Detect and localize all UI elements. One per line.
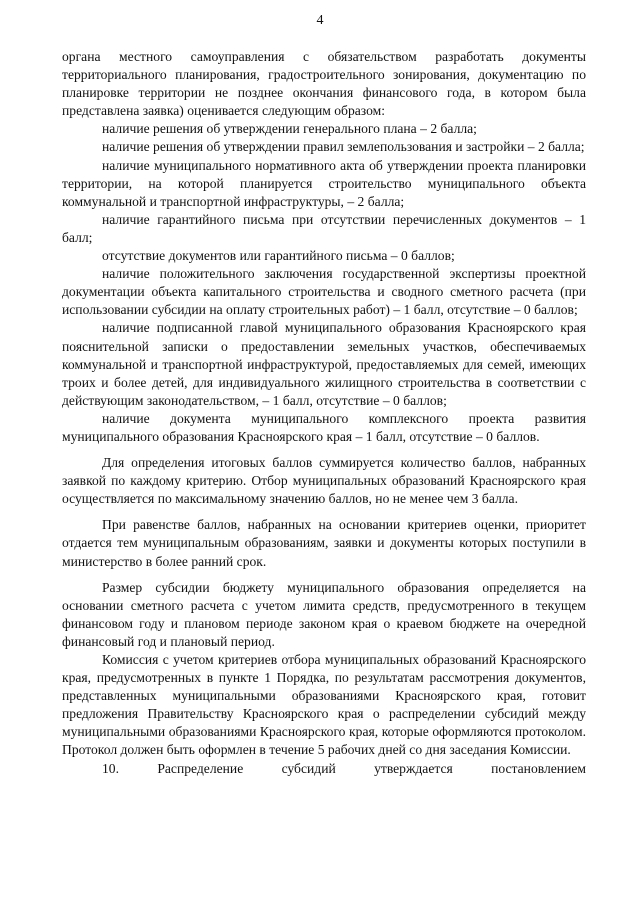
- paragraph-equal-score: При равенстве баллов, набранных на основании критериев оценки, приоритет отдается тем муниципальным образованиям, заявки и документы которых поступили в министерство в более ранний срок.: [62, 517, 586, 569]
- paragraph-complex-project: наличие документа муниципального комплексного проекта развития муниципального образования Красноярского края – 1 балл, отсутствие – 0 баллов.: [62, 410, 586, 444]
- paragraph-intro: органа местного самоуправления с обязательством разработать документы территориального планирования, градостроительного зонирования, документацию по планировке территории не позднее окончания финансового года, в котором была представлена заявка) оценивается следующим образом:: [62, 49, 586, 119]
- paragraph-subsidy-size: Размер субсидии бюджету муниципального образования определяется на основании сметного расчета с учетом лимита средств, предусмотренного в текущем финансовом году и плановом периоде законом края о краевом бюджете на очередной финансовый год и плановый период.: [62, 579, 586, 649]
- paragraph-explanatory-note: наличие подписанной главой муниципального образования Красноярского края пояснительной записки о предоставлении земельных участков, обеспечиваемых коммунальной и транспортной инфраструктурой, предоставляемых для семей, имеющих троих и более детей, для индивидуального жилищного строительства в соответствии с действующим законодательством, – 1 балл, отсутствие – 0 баллов;: [62, 320, 586, 408]
- paragraph-item-10: 10. Распределение субсидий утверждается постановлением: [102, 760, 586, 776]
- page-number: 4: [316, 13, 324, 28]
- document-body: [62, 48, 586, 778]
- paragraph-normative-act: наличие муниципального нормативного акта об утверждении проекта планировки территории, на которой планируется строительство муниципального объекта коммунальной и транспортной инфраструктуры, – 2 балла;: [62, 157, 586, 209]
- paragraph-total-score: Для определения итоговых баллов суммируется количество баллов, набранных заявкой по каждому критерию. Отбор муниципальных образований Красноярского края осуществляется по максимальному значению баллов, но не менее чем 3 балла.: [62, 455, 586, 507]
- paragraph-no-documents: отсутствие документов или гарантийного письма – 0 баллов;: [102, 248, 455, 264]
- paragraph-expertise: наличие положительного заключения государственной экспертизы проектной документации объекта капитального строительства и сводного сметного расчета (при использовании субсидии на оплату строительных работ) – 1 балл, отсутствие – 0 баллов;: [62, 266, 586, 318]
- paragraph-general-plan: наличие решения об утверждении генерального плана – 2 балла;: [102, 121, 477, 137]
- paragraph-land-use-rules: наличие решения об утверждении правил землепользования и застройки – 2 балла;: [102, 139, 585, 155]
- paragraph-commission: Комиссия с учетом критериев отбора муниципальных образований Красноярского края, предусмотренных в пункте 1 Порядка, по результатам рассмотрения документов, представленных муниципальными образованиями Красноярского края, готовит предложения Правительству Красноярского края о распределении субсидий между муниципальными образованиями Красноярского края, которые оформляются протоколом. Протокол должен быть оформлен в течение 5 рабочих дней со дня заседания Комиссии.: [62, 652, 586, 758]
- paragraph-guarantee-letter: наличие гарантийного письма при отсутствии перечисленных документов – 1 балл;: [62, 211, 586, 245]
